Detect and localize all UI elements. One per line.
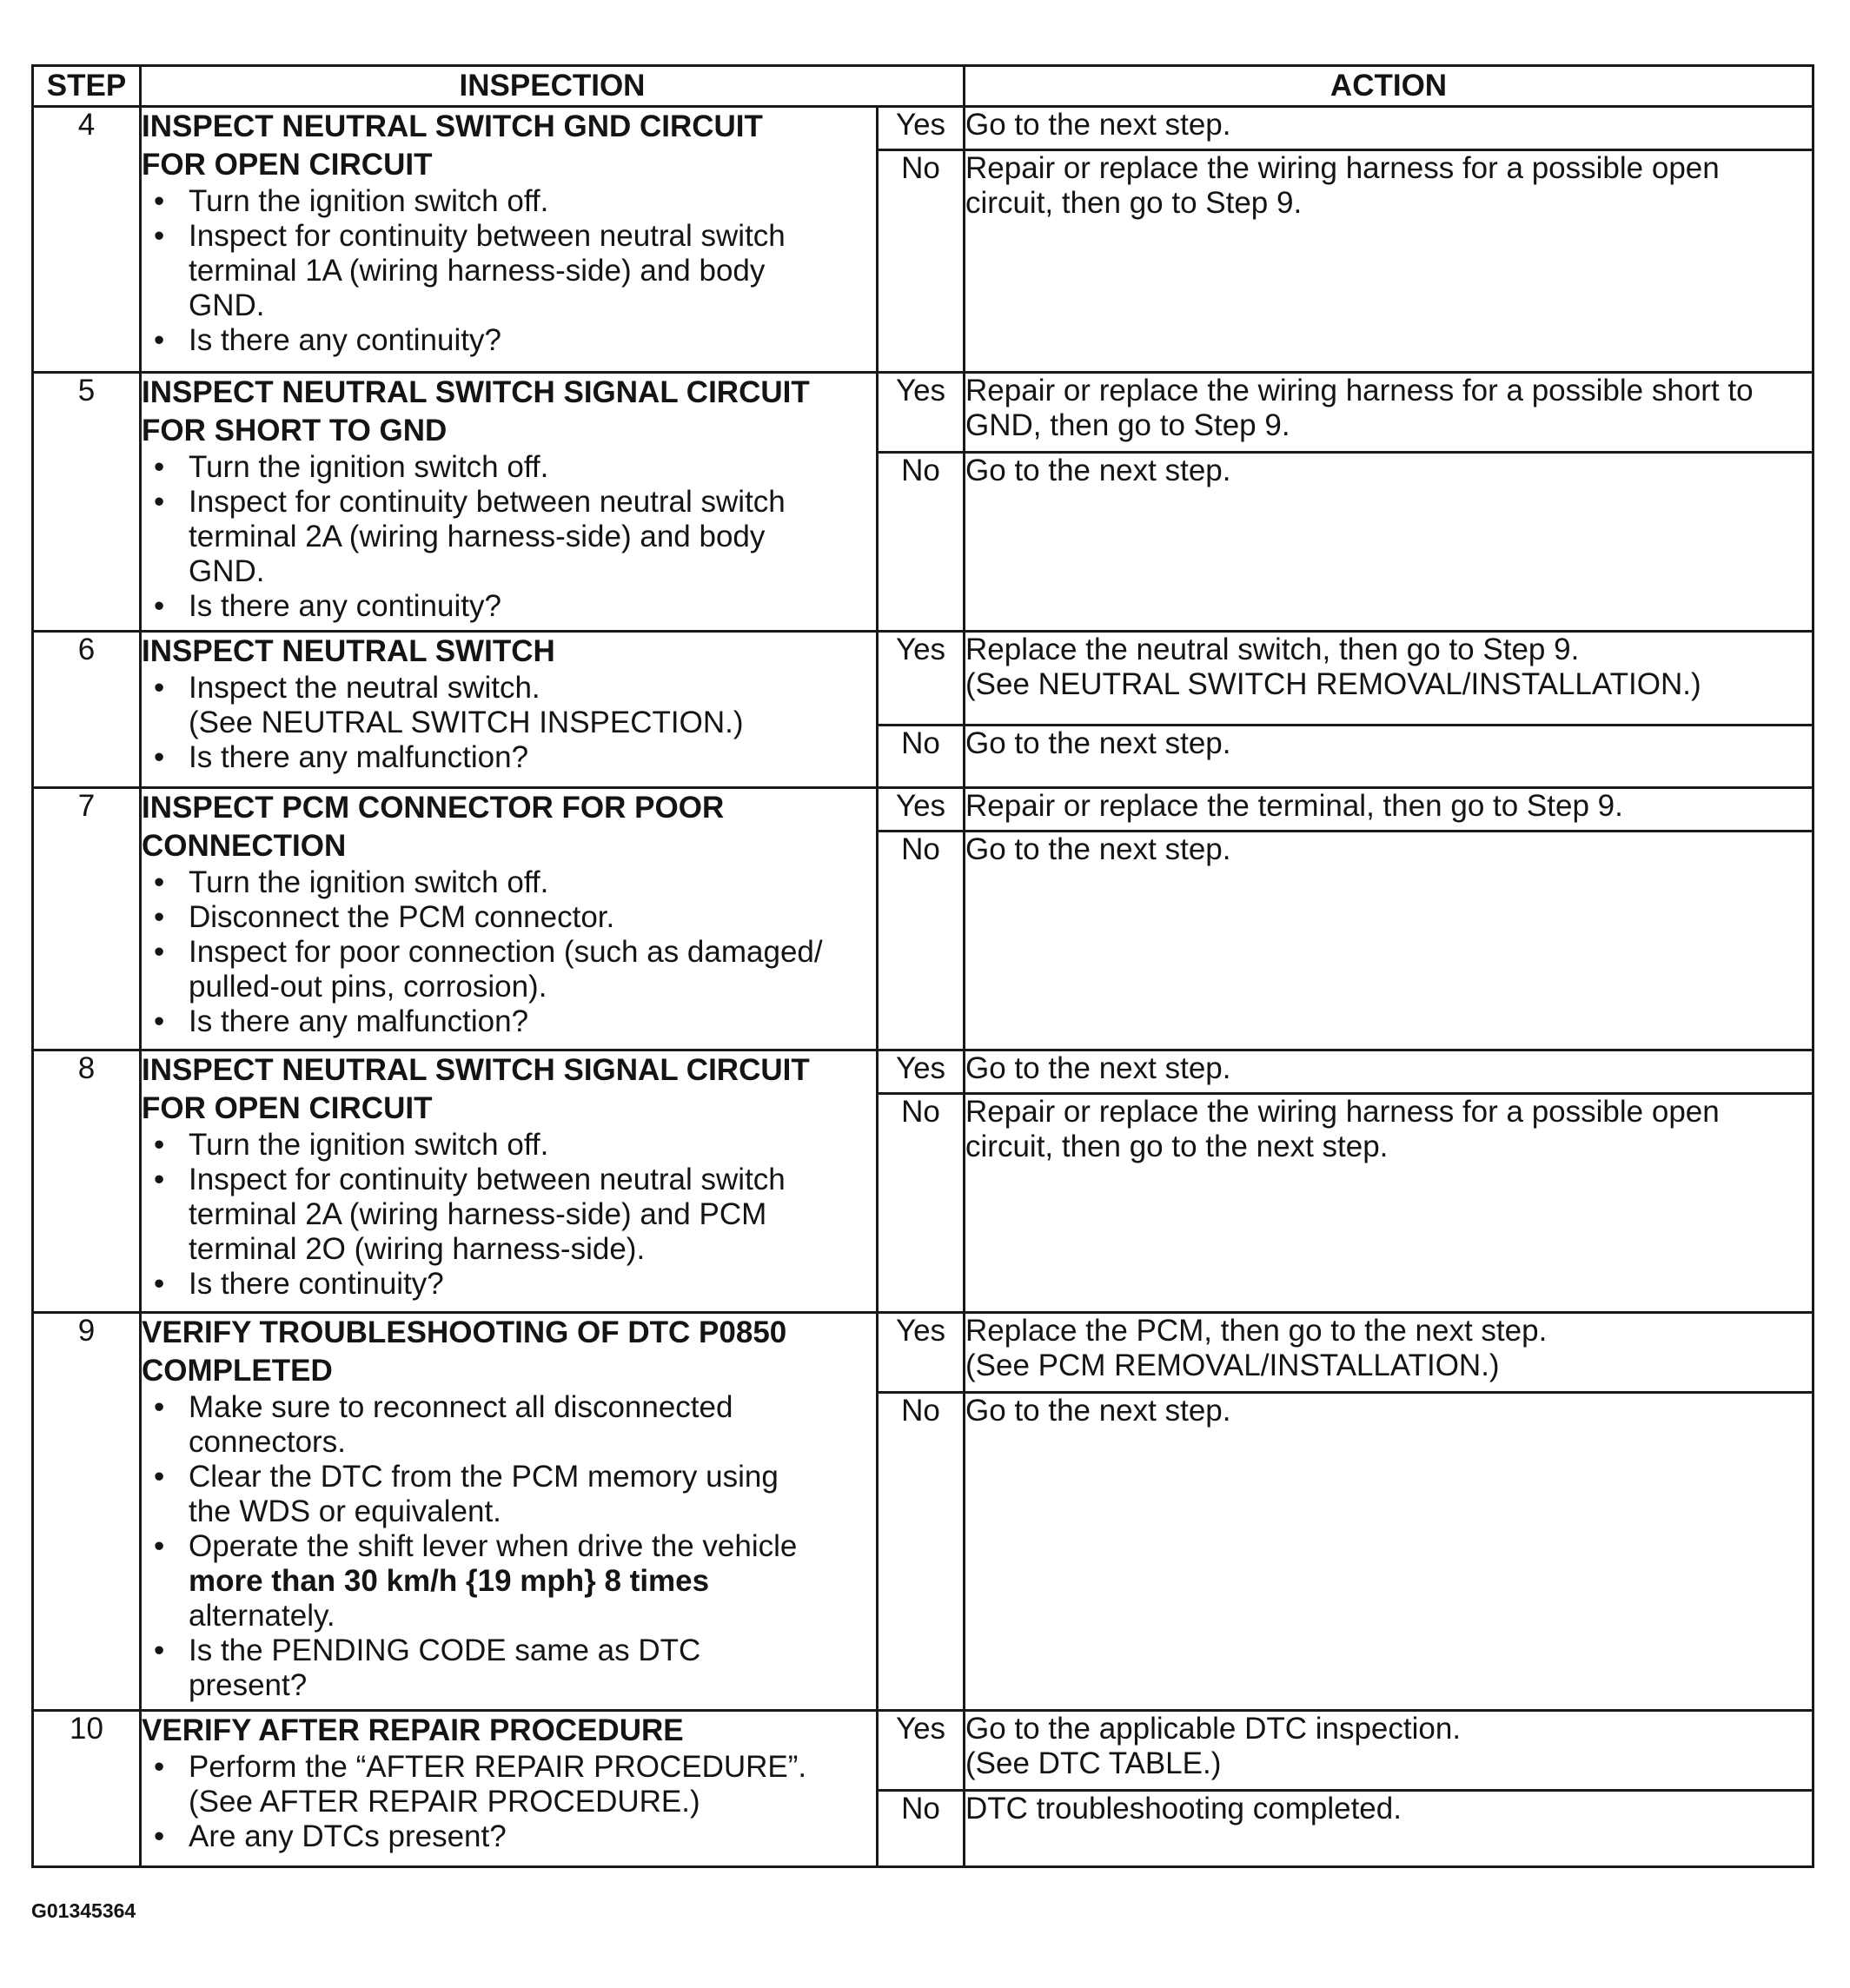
inspection-bullet-line: • Are any DTCs present? bbox=[189, 1819, 507, 1853]
no-label: No bbox=[878, 726, 965, 788]
inspection-bullet bbox=[142, 1750, 876, 1819]
no-action-line: Go to the next step. bbox=[965, 726, 1231, 760]
yes-action-line: Go to the applicable DTC inspection. bbox=[965, 1712, 1462, 1746]
inspection-title bbox=[142, 1314, 876, 1390]
inspection-bullet-line: GND. bbox=[189, 554, 265, 588]
step-row-yes bbox=[33, 788, 1814, 832]
inspection-bullet-line: • Turn the ignition switch off. bbox=[189, 184, 549, 218]
yes-action-line: (See PCM REMOVAL/INSTALLATION.) bbox=[965, 1349, 1500, 1382]
inspection-cell bbox=[141, 107, 878, 373]
step-number: 10 bbox=[33, 1711, 141, 1867]
inspection-bullet bbox=[142, 323, 876, 358]
yes-action-line: Repair or replace the wiring harness for a possible short to bbox=[965, 374, 1754, 408]
inspection-cell bbox=[141, 632, 878, 788]
inspection-title bbox=[142, 1712, 876, 1750]
no-label: No bbox=[878, 832, 965, 1050]
inspection-bullet bbox=[142, 900, 876, 935]
inspection-bullet-line: • Is there any malfunction? bbox=[189, 1004, 529, 1038]
header-row bbox=[33, 66, 1814, 107]
inspection-title bbox=[142, 789, 876, 865]
step-row-yes bbox=[33, 1313, 1814, 1393]
inspection-bullet-line: • Disconnect the PCM connector. bbox=[189, 900, 615, 934]
no-action-line: Go to the next step. bbox=[965, 832, 1231, 866]
inspection-title bbox=[142, 633, 876, 671]
inspection-bullet-line: the WDS or equivalent. bbox=[189, 1494, 501, 1528]
no-action-line: DTC troubleshooting completed. bbox=[965, 1792, 1402, 1826]
inspection-cell bbox=[141, 788, 878, 1050]
inspection-bullet bbox=[142, 485, 876, 589]
table-body bbox=[33, 107, 1814, 1867]
inspection-bullets bbox=[142, 865, 876, 1039]
yes-action bbox=[965, 788, 1814, 832]
inspection-bullet-line: more than 30 km/h {19 mph} 8 times bbox=[189, 1564, 710, 1598]
inspection-bullet bbox=[142, 740, 876, 775]
inspection-title-line: VERIFY TROUBLESHOOTING OF DTC P0850 bbox=[142, 1315, 787, 1349]
yes-action-line: Repair or replace the terminal, then go to Step 9. bbox=[965, 789, 1623, 823]
yes-action bbox=[965, 1313, 1814, 1393]
header-action: ACTION bbox=[965, 66, 1814, 107]
step-number: 5 bbox=[33, 373, 141, 632]
yes-action-line: Replace the neutral switch, then go to Step 9. bbox=[965, 633, 1580, 666]
inspection-title bbox=[142, 1051, 876, 1128]
yes-label: Yes bbox=[878, 1711, 965, 1791]
inspection-bullet bbox=[142, 184, 876, 219]
header-step: STEP bbox=[33, 66, 141, 107]
inspection-bullets bbox=[142, 450, 876, 624]
inspection-title bbox=[142, 374, 876, 450]
inspection-title-line: FOR OPEN CIRCUIT bbox=[142, 1091, 433, 1125]
inspection-bullet-line: • Turn the ignition switch off. bbox=[189, 1128, 549, 1162]
yes-action bbox=[965, 1050, 1814, 1094]
yes-action bbox=[965, 107, 1814, 150]
inspection-bullet-line: GND. bbox=[189, 288, 265, 322]
step-row-yes bbox=[33, 373, 1814, 453]
inspection-title-line: CONNECTION bbox=[142, 829, 347, 863]
inspection-bullet bbox=[142, 1390, 876, 1460]
inspection-title-line: FOR OPEN CIRCUIT bbox=[142, 148, 433, 182]
inspection-title bbox=[142, 108, 876, 184]
inspection-bullet bbox=[142, 865, 876, 900]
inspection-bullet-line: • Inspect for continuity between neutral switch bbox=[189, 1163, 786, 1196]
inspection-bullet-line: alternately. bbox=[189, 1599, 335, 1633]
diagnostic-table bbox=[31, 64, 1814, 1868]
inspection-bullet bbox=[142, 1163, 876, 1267]
inspection-bullets bbox=[142, 1750, 876, 1854]
inspection-bullet-line: • Is there any continuity? bbox=[189, 589, 501, 623]
inspection-bullet-line: • Turn the ignition switch off. bbox=[189, 865, 549, 899]
inspection-bullet bbox=[142, 1460, 876, 1529]
no-action bbox=[965, 726, 1814, 788]
yes-action-line: (See NEUTRAL SWITCH REMOVAL/INSTALLATION.) bbox=[965, 667, 1701, 701]
no-action bbox=[965, 1094, 1814, 1313]
inspection-bullet-line: • Is the PENDING CODE same as DTC bbox=[189, 1633, 701, 1667]
yes-label: Yes bbox=[878, 373, 965, 453]
inspection-title-line: VERIFY AFTER REPAIR PROCEDURE bbox=[142, 1713, 684, 1747]
no-action-line: Repair or replace the wiring harness for a possible open bbox=[965, 151, 1720, 185]
inspection-bullet-line: terminal 2A (wiring harness-side) and PCM bbox=[189, 1197, 767, 1231]
no-action-line: circuit, then go to Step 9. bbox=[965, 186, 1303, 220]
yes-action-line: GND, then go to Step 9. bbox=[965, 408, 1290, 442]
step-number: 9 bbox=[33, 1313, 141, 1711]
inspection-bullet-line: • Inspect for poor connection (such as damaged/ bbox=[189, 935, 823, 969]
step-row-yes bbox=[33, 1050, 1814, 1094]
no-label: No bbox=[878, 150, 965, 373]
yes-label: Yes bbox=[878, 632, 965, 726]
no-label: No bbox=[878, 1094, 965, 1313]
inspection-bullet-line: • Perform the “AFTER REPAIR PROCEDURE”. bbox=[189, 1750, 807, 1784]
yes-action bbox=[965, 632, 1814, 726]
yes-label: Yes bbox=[878, 788, 965, 832]
inspection-bullet-line: terminal 2O (wiring harness-side). bbox=[189, 1232, 646, 1266]
step-number: 6 bbox=[33, 632, 141, 788]
step-row-yes bbox=[33, 632, 1814, 726]
yes-action-line: Go to the next step. bbox=[965, 108, 1231, 142]
yes-label: Yes bbox=[878, 1050, 965, 1094]
inspection-bullet-line: • Is there continuity? bbox=[189, 1267, 444, 1301]
yes-label: Yes bbox=[878, 107, 965, 150]
yes-action-line: Replace the PCM, then go to the next step. bbox=[965, 1314, 1548, 1348]
no-label: No bbox=[878, 1393, 965, 1711]
inspection-title-line: INSPECT NEUTRAL SWITCH GND CIRCUIT bbox=[142, 109, 763, 143]
inspection-bullet-line: (See NEUTRAL SWITCH INSPECTION.) bbox=[189, 706, 744, 739]
inspection-bullet bbox=[142, 450, 876, 485]
inspection-bullet-line: • Inspect the neutral switch. bbox=[189, 671, 540, 705]
inspection-bullet bbox=[142, 589, 876, 624]
no-action bbox=[965, 1393, 1814, 1711]
no-action bbox=[965, 453, 1814, 632]
inspection-cell bbox=[141, 1313, 878, 1711]
inspection-title-line: INSPECT NEUTRAL SWITCH SIGNAL CIRCUIT bbox=[142, 375, 810, 409]
inspection-bullet-line: • Is there any continuity? bbox=[189, 323, 501, 357]
inspection-cell bbox=[141, 1050, 878, 1313]
inspection-cell bbox=[141, 1711, 878, 1867]
inspection-bullet bbox=[142, 1633, 876, 1703]
inspection-bullet-line: present? bbox=[189, 1668, 308, 1702]
inspection-bullets bbox=[142, 1128, 876, 1302]
no-label: No bbox=[878, 453, 965, 632]
inspection-bullet bbox=[142, 1004, 876, 1039]
inspection-title-line: INSPECT PCM CONNECTOR FOR POOR bbox=[142, 791, 725, 825]
inspection-bullet bbox=[142, 1819, 876, 1854]
yes-action bbox=[965, 1711, 1814, 1791]
step-number: 4 bbox=[33, 107, 141, 373]
inspection-bullet bbox=[142, 671, 876, 740]
inspection-bullet-line: pulled-out pins, corrosion). bbox=[189, 970, 547, 1004]
inspection-bullet-line: • Turn the ignition switch off. bbox=[189, 450, 549, 484]
yes-label: Yes bbox=[878, 1313, 965, 1393]
inspection-cell bbox=[141, 373, 878, 632]
inspection-bullet-line: • Inspect for continuity between neutral switch bbox=[189, 219, 786, 253]
yes-action-line: Go to the next step. bbox=[965, 1051, 1231, 1085]
inspection-bullet-line: • Operate the shift lever when drive the vehicle bbox=[189, 1529, 798, 1563]
inspection-bullet bbox=[142, 1529, 876, 1633]
no-action bbox=[965, 1791, 1814, 1867]
step-number: 7 bbox=[33, 788, 141, 1050]
figure-id: G01345364 bbox=[31, 1899, 136, 1922]
inspection-title-line: COMPLETED bbox=[142, 1354, 333, 1388]
inspection-bullet-line: connectors. bbox=[189, 1425, 346, 1459]
inspection-bullet-line: terminal 2A (wiring harness-side) and body bbox=[189, 520, 766, 553]
step-number: 8 bbox=[33, 1050, 141, 1313]
inspection-title-line: INSPECT NEUTRAL SWITCH bbox=[142, 634, 555, 668]
step-row-yes bbox=[33, 1711, 1814, 1791]
inspection-title-line: INSPECT NEUTRAL SWITCH SIGNAL CIRCUIT bbox=[142, 1053, 810, 1087]
inspection-bullet-line: • Clear the DTC from the PCM memory using bbox=[189, 1460, 779, 1494]
inspection-bullet bbox=[142, 219, 876, 323]
yes-action bbox=[965, 373, 1814, 453]
inspection-bullets bbox=[142, 184, 876, 358]
step-row-yes bbox=[33, 107, 1814, 150]
inspection-bullets bbox=[142, 1390, 876, 1703]
header-inspection: INSPECTION bbox=[141, 66, 965, 107]
inspection-bullet-line: terminal 1A (wiring harness-side) and body bbox=[189, 254, 766, 288]
inspection-bullets bbox=[142, 671, 876, 775]
inspection-bullet-line: • Inspect for continuity between neutral switch bbox=[189, 485, 786, 519]
inspection-bullet-line: • Make sure to reconnect all disconnected bbox=[189, 1390, 733, 1424]
no-action bbox=[965, 150, 1814, 373]
inspection-bullet bbox=[142, 935, 876, 1004]
inspection-bullet bbox=[142, 1128, 876, 1163]
no-action-line: circuit, then go to the next step. bbox=[965, 1130, 1389, 1163]
no-label: No bbox=[878, 1791, 965, 1867]
no-action-line: Go to the next step. bbox=[965, 1394, 1231, 1428]
no-action-line: Go to the next step. bbox=[965, 454, 1231, 487]
no-action bbox=[965, 832, 1814, 1050]
inspection-bullet bbox=[142, 1267, 876, 1302]
yes-action-line: (See DTC TABLE.) bbox=[965, 1746, 1222, 1780]
inspection-title-line: FOR SHORT TO GND bbox=[142, 414, 448, 447]
inspection-bullet-line: • Is there any malfunction? bbox=[189, 740, 529, 774]
no-action-line: Repair or replace the wiring harness for a possible open bbox=[965, 1095, 1720, 1129]
inspection-bullet-line: (See AFTER REPAIR PROCEDURE.) bbox=[189, 1785, 700, 1819]
